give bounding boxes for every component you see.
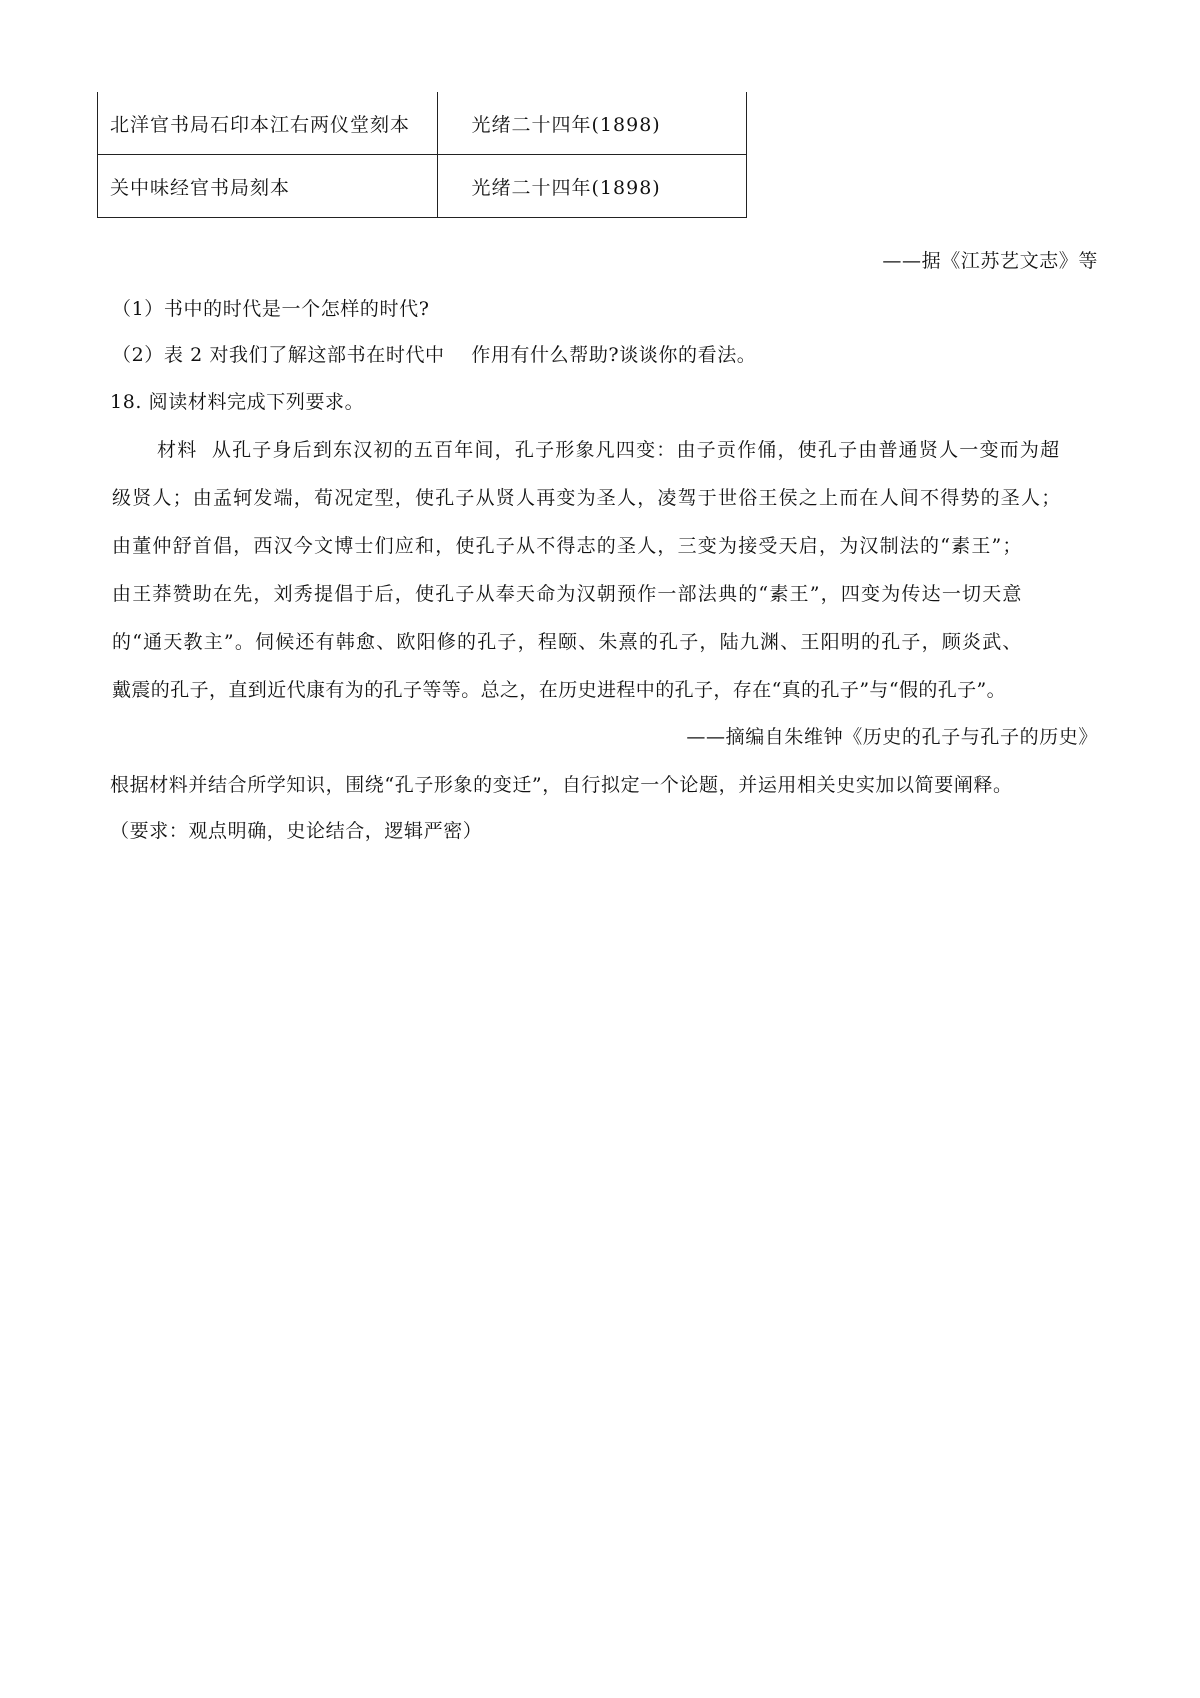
date-cell: 光绪二十四年(1898) bbox=[437, 155, 746, 218]
table-row bbox=[98, 155, 747, 218]
table-source: ——据《江苏艺文志》等 bbox=[882, 250, 1098, 272]
q18-requirement: （要求：观点明确，史论结合，逻辑严密） bbox=[110, 820, 483, 842]
q17-sub2: （2）表 2 对我们了解这部书在时代中 作用有什么帮助?谈谈你的看法。 bbox=[112, 344, 757, 366]
table-row bbox=[98, 92, 747, 155]
q18-heading: 18. 阅读材料完成下列要求。 bbox=[110, 391, 365, 413]
material-line: 的“通天教主”。伺候还有韩愈、欧阳修的孔子，程颐、朱熹的孔子，陆九渊、王阳明的孔子，顾炎武、 bbox=[112, 631, 1023, 653]
edition-cell: 关中味经官书局刻本 bbox=[98, 155, 438, 218]
q17-sub1: （1）书中的时代是一个怎样的时代? bbox=[112, 298, 430, 320]
material-line: 由董仲舒首倡，西汉今文博士们应和，使孔子从不得志的圣人，三变为接受天启，为汉制法的“素王”； bbox=[112, 535, 1023, 557]
material-line: 由王莽赞助在先，刘秀提倡于后，使孔子从奉天命为汉朝预作一部法典的“素王”，四变为传达一切天意 bbox=[112, 583, 1023, 605]
material-source: ——摘编自朱维钟《历史的孔子与孔子的历史》 bbox=[686, 726, 1098, 748]
edition-cell: 北洋官书局石印本江右两仪堂刻本 bbox=[98, 92, 438, 155]
q18-task: 根据材料并结合所学知识，围绕“孔子形象的变迁”，自行拟定一个论题，并运用相关史实加以简要阐释。 bbox=[110, 774, 1013, 796]
material-line: 级贤人；由孟轲发端，荀况定型，使孔子从贤人再变为圣人，凌驾于世俗王侯之上而在人间不得势的圣人； bbox=[112, 487, 1062, 509]
date-cell: 光绪二十四年(1898) bbox=[437, 92, 746, 155]
material-line: 戴震的孔子，直到近代康有为的孔子等等。总之，在历史进程中的孔子，存在“真的孔子”与“假的孔子”。 bbox=[112, 679, 1007, 701]
material-line: 材料 从孔子身后到东汉初的五百年间，孔子形象凡四变：由子贡作俑，使孔子由普通贤人一变而为超 bbox=[157, 439, 1061, 461]
edition-table bbox=[97, 92, 747, 218]
